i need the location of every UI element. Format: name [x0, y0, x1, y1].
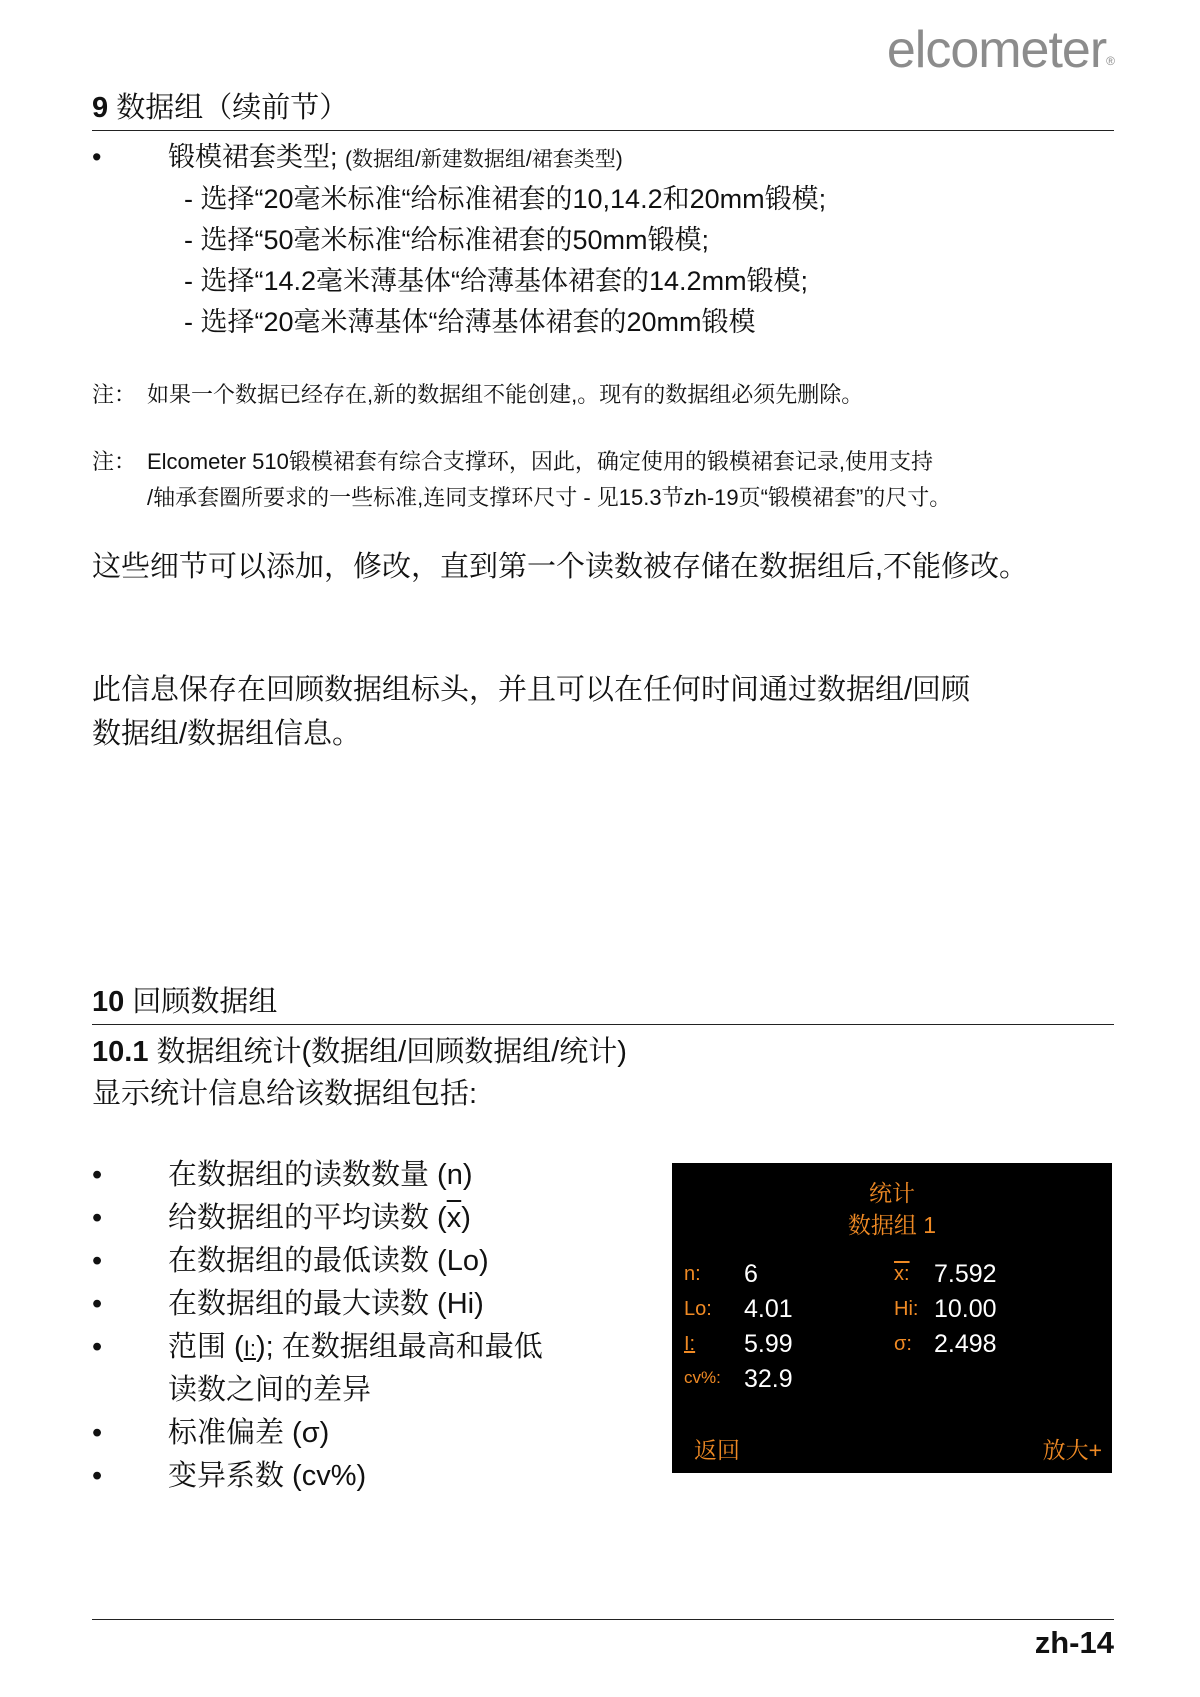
die-option-line: - 选择“50毫米标准“给标准裙套的50mm锻模; [184, 225, 710, 255]
stats-intro: 显示统计信息给该数据组包括: [92, 1078, 478, 1110]
note-1 [92, 378, 863, 411]
die-option-line: - 选择“20毫米薄基体“给薄基体裙套的20mm锻模 [184, 307, 756, 337]
gauge-statistics-screen [672, 1163, 1112, 1473]
sigma-value: 2.498 [934, 1330, 997, 1358]
bullet-dot: • [92, 1331, 103, 1363]
note-2-continued: /轴承套圈所要求的一些标准,连同支撑环尺寸 - 见15.3节zh-19页“锻模裙套”的尺寸。 [147, 485, 952, 510]
page-number: zh-14 [1034, 1625, 1114, 1660]
sigma-label: σ: [894, 1333, 912, 1355]
die-skirt-path: (数据组/新建数据组/裙套类型) [345, 148, 623, 171]
stat-item-text: 在数据组的最大读数 (Hi) [168, 1288, 484, 1320]
n-label: n: [684, 1263, 701, 1285]
lo-value: 4.01 [744, 1295, 793, 1323]
range-label: I: [684, 1333, 696, 1355]
mean-symbol: $\overline{x}$ [446, 1202, 462, 1234]
section-9-heading [92, 88, 1114, 131]
stat-item-text: 给数据组的平均读数 ( [168, 1202, 447, 1234]
info-paragraph-line: 数据组/数据组信息。 [92, 718, 362, 750]
footer-divider [92, 1619, 1114, 1620]
section-10-number: 10 [92, 986, 125, 1018]
note-label: 注： [92, 382, 137, 407]
hi-value: 10.00 [934, 1295, 997, 1323]
stat-item-text: 范围 ( [168, 1331, 244, 1363]
range-symbol: I: [243, 1336, 256, 1361]
die-option-line: - 选择“20毫米标准“给标准裙套的10,14.2和20mm锻模; [184, 184, 827, 214]
lo-label: Lo: [684, 1298, 712, 1320]
screen-subtitle: 数据组 1 [847, 1212, 937, 1238]
bullet-dot: • [92, 142, 102, 172]
section-10-heading [92, 982, 1114, 1025]
bullet-dot: • [92, 1288, 103, 1320]
bullet-dot: • [92, 1417, 103, 1449]
section-10-1-title: 数据组统计(数据组/回顾数据组/统计) [156, 1036, 627, 1068]
stat-item-text: ); 在数据组最高和最低 [255, 1331, 543, 1363]
bullet-dot: • [92, 1245, 103, 1277]
section-10-title: 回顾数据组 [132, 986, 278, 1018]
back-softkey[interactable]: 返回 [694, 1437, 740, 1463]
cv-value: 32.9 [744, 1365, 793, 1393]
n-value: 6 [744, 1260, 758, 1288]
info-paragraph-line: 此信息保存在回顾数据组标头，并且可以在任何时间通过数据组/回顾 [92, 674, 971, 706]
cv-label: cv%: [684, 1368, 721, 1387]
zoom-softkey[interactable]: 放大+ [1042, 1437, 1102, 1463]
stat-item-text: ) [461, 1202, 471, 1234]
section-10-1-number: 10.1 [92, 1036, 149, 1068]
mean-label: x: [894, 1263, 910, 1285]
note-text: Elcometer 510锻模裙套有综合支撑环，因此，确定使用的锻模裙套记录,使用支持 [147, 449, 933, 474]
note-2 [92, 445, 933, 478]
hi-label: Hi: [894, 1298, 919, 1320]
range-value: 5.99 [744, 1330, 793, 1358]
bullet-dot: • [92, 1202, 103, 1234]
edit-paragraph: 这些细节可以添加，修改，直到第一个读数被存储在数据组后,不能修改。 [92, 551, 1029, 583]
stat-item-text: 变异系数 (cv%) [168, 1460, 367, 1492]
die-option-line: - 选择“14.2毫米薄基体“给薄基体裙套的14.2mm锻模; [184, 266, 809, 296]
stat-item-text: 标准偏差 (σ) [168, 1417, 330, 1449]
section-9-title: 数据组（续前节） [116, 92, 349, 124]
screen-title: 统计 [869, 1180, 915, 1206]
die-skirt-title: 锻模裙套类型; [168, 142, 338, 172]
stat-item-continued: 读数之间的差异 [168, 1374, 372, 1406]
section-10-1-heading [92, 1030, 627, 1074]
bullet-dot: • [92, 1159, 103, 1191]
bullet-dot: • [92, 1460, 103, 1492]
stat-item-text: 在数据组的最低读数 (Lo) [168, 1245, 489, 1277]
mean-value: 7.592 [934, 1260, 997, 1288]
note-label: 注： [92, 449, 137, 474]
elcometer-logo: elcometer® [886, 21, 1114, 79]
note-text: 如果一个数据已经存在,新的数据组不能创建,。现有的数据组必须先删除。 [147, 382, 864, 407]
section-9-number: 9 [92, 92, 109, 124]
stat-item-text: 在数据组的读数数量 (n) [168, 1159, 473, 1191]
